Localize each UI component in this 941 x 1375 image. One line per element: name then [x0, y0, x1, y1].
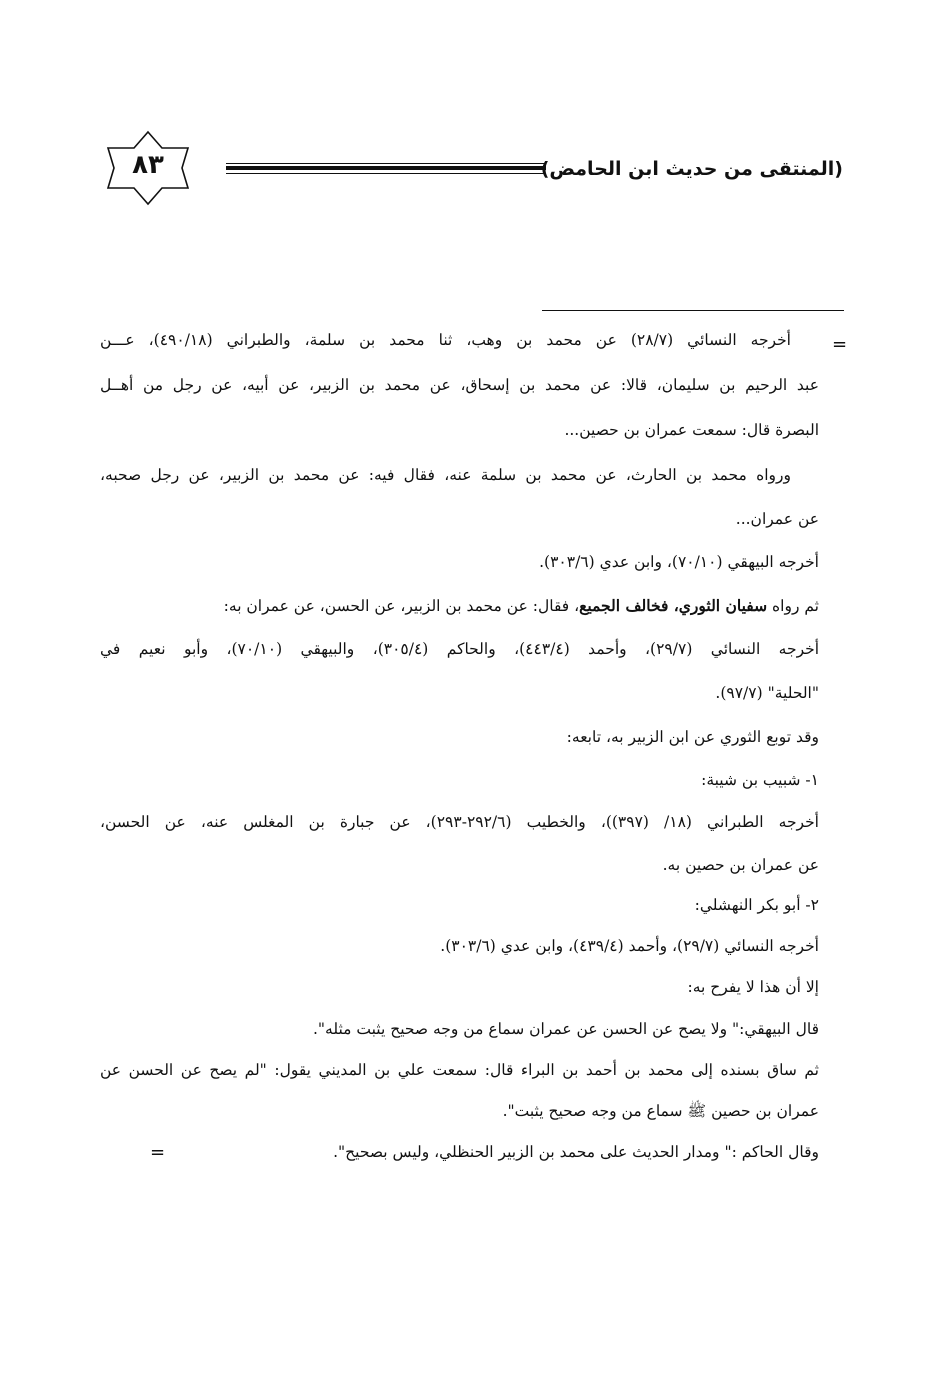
page-number: ٨٣: [132, 150, 164, 180]
text-fragment: ، فقال: عن محمد بن الزبير، عن الحسن، عن عمران به:: [223, 597, 580, 615]
text-line: ورواه محمد بن الحارث، عن محمد بن سلمة عنه، فقال فيه: عن محمد بن الزبير، عن رجل صحبه،: [100, 466, 791, 484]
text-line: عمران بن حصين ﷺ سماع من وجه صحيح يثبت".: [502, 1102, 819, 1120]
text-line: وقد توبع الثوري عن ابن الزبير به، تابعه:: [566, 728, 819, 746]
footnote-separator: [542, 310, 844, 311]
text-line: أخرجه البيهقي (٧٠/١٠)، وابن عدي (٣٠٣/٦).: [539, 553, 819, 571]
text-line: قال البيهقي:" ولا يصح عن الحسن عن عمران سماع من وجه صحيح يثبت مثله".: [313, 1020, 819, 1038]
header-rule: [226, 163, 546, 175]
text-fragment: ثم رواه: [767, 597, 819, 615]
page-number-badge: [100, 130, 196, 206]
running-title: (المنتقى من حديث ابن الحامض): [540, 158, 843, 180]
text-line: عن عمران...: [735, 510, 819, 528]
text-line: عن عمران بن حصين به.: [662, 856, 819, 874]
text-line: أخرجه الطبراني (١٨/ (٣٩٧))، والخطيب (٢٩٢/٦-٢٩٣)، عن جبارة بن المغلس عنه، عن الحسن،: [100, 813, 819, 831]
text-line: عبد الرحيم بن سليمان، قالا: عن محمد بن إسحاق، عن محمد بن الزبير، عن أبيه، عن رجل من أهــل: [100, 376, 819, 394]
text-line: وقال الحاكم :" ومدار الحديث على محمد بن الزبير الحنظلي، وليس بصحيح".: [333, 1143, 819, 1161]
text-line: إلا أن هذا لا يفرح به:: [687, 978, 819, 996]
text-line: "الحلية" (٩٧/٧).: [715, 684, 819, 702]
text-line: ثم ساق بسنده إلى محمد بن أحمد بن البراء قال: سمعت علي بن المديني يقول: "لم يصح عن الحسن عن: [100, 1061, 819, 1079]
continuation-mark-start: =: [832, 334, 848, 355]
text-line: أخرجه النسائي (٢٩/٧)، وأحمد (٤٤٣/٤)، والحاكم (٣٠٥/٤)، والبيهقي (٧٠/١٠)، وأبو نعيم في: [100, 640, 820, 658]
emphasized-phrase: سفيان الثوري، فخالف الجميع: [579, 596, 768, 615]
continuation-mark-end: =: [150, 1142, 166, 1163]
text-line: أخرجه النسائي (٢٨/٧) عن محمد بن وهب، ثنا محمد بن سلمة، والطبراني (٤٩٠/١٨)، عـــن: [100, 331, 791, 349]
list-heading: ١- شبيب بن شيبة:: [701, 771, 819, 789]
text-line: البصرة قال: سمعت عمران بن حصين...: [564, 421, 819, 439]
text-line: أخرجه النسائي (٢٩/٧)، وأحمد (٤٣٩/٤)، وابن عدي (٣٠٣/٦).: [440, 937, 819, 955]
text-line: [100, 598, 819, 615]
list-heading: ٢- أبو بكر النهشلي:: [694, 896, 819, 914]
